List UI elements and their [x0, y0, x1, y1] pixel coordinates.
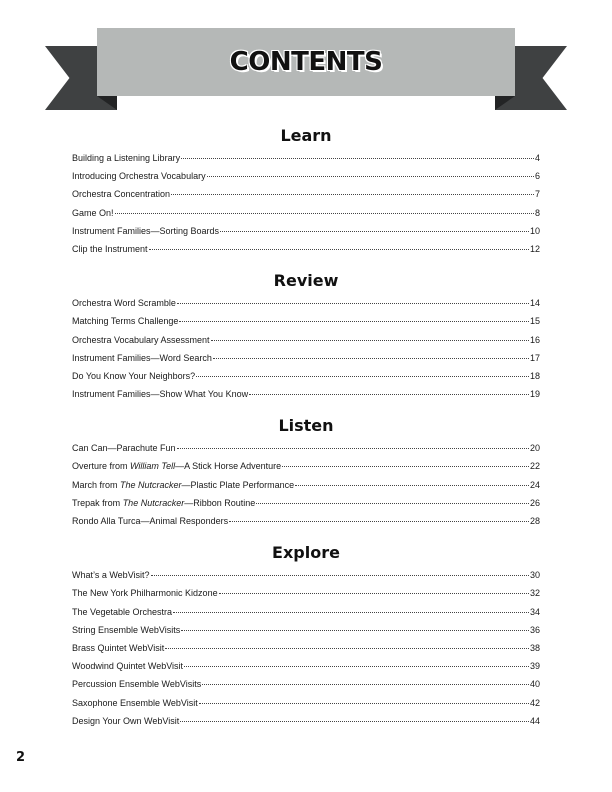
section-explore — [72, 542, 540, 730]
toc-entry-title-pre: March from — [72, 479, 121, 490]
toc-entry[interactable] — [72, 621, 540, 639]
toc-entry[interactable] — [72, 566, 540, 584]
toc-entry-page: 32 — [529, 588, 540, 599]
toc-entry-page: 8 — [534, 207, 540, 218]
toc-entry-page: 26 — [529, 497, 540, 508]
dot-leader — [177, 448, 529, 449]
toc-entry-page: 7 — [534, 189, 540, 200]
toc-entry[interactable] — [72, 476, 540, 494]
dot-leader — [179, 321, 529, 322]
toc-entry-title: What’s a WebVisit? — [72, 570, 150, 581]
toc-entry[interactable] — [72, 494, 540, 512]
toc-entry-page: 12 — [529, 243, 540, 254]
toc-entry-page: 18 — [529, 370, 540, 381]
section-heading: Learn — [280, 126, 332, 145]
toc-entry[interactable] — [72, 712, 540, 730]
section-heading: Listen — [278, 416, 334, 436]
toc-entry[interactable] — [72, 639, 540, 657]
toc-entry-title — [72, 476, 294, 494]
toc-entry[interactable] — [72, 657, 540, 675]
toc-entry-title: Percussion Ensemble WebVisits — [72, 679, 202, 690]
toc-entry-title: The Vegetable Orchestra — [72, 606, 173, 617]
dot-leader — [181, 630, 529, 631]
dot-leader — [177, 303, 529, 304]
toc-entry-page: 36 — [529, 624, 540, 635]
dot-leader — [196, 376, 529, 377]
toc-entry-page: 34 — [529, 606, 540, 617]
toc-entry-page: 24 — [529, 479, 540, 490]
dot-leader — [180, 721, 529, 722]
toc-entry-page: 15 — [529, 316, 540, 327]
toc-entry-title-pre: Trepak from — [72, 497, 123, 508]
dot-leader — [202, 684, 529, 685]
dot-leader — [213, 358, 529, 359]
toc-entry-title: Matching Terms Challenge — [72, 316, 179, 327]
dot-leader — [184, 666, 529, 667]
toc-entry-title: Do You Know Your Neighbors? — [72, 370, 196, 381]
toc-entry[interactable] — [72, 222, 540, 240]
toc-entry-title: String Ensemble WebVisits — [72, 624, 181, 635]
toc-entry[interactable] — [72, 312, 540, 330]
toc-entry-page: 16 — [529, 334, 540, 345]
toc-entry[interactable] — [72, 149, 540, 167]
toc-entry[interactable] — [72, 294, 540, 312]
toc-entry-title: The New York Philharmonic Kidzone — [72, 588, 218, 599]
toc-entry-title: Rondo Alla Turca—Animal Responders — [72, 516, 229, 526]
toc-entry-title-post: —Ribbon Routine — [184, 497, 256, 508]
toc-entry-title: Brass Quintet WebVisit — [72, 642, 165, 653]
dot-leader — [149, 249, 529, 250]
toc-entry[interactable] — [72, 167, 540, 185]
toc-entry-title: Game On! — [72, 207, 114, 218]
toc-entry[interactable] — [72, 349, 540, 367]
toc-entry-title: Design Your Own WebVisit — [72, 715, 180, 726]
toc-entry-page: 40 — [529, 679, 540, 690]
section-listen — [72, 415, 540, 530]
dot-leader — [171, 194, 534, 195]
page-title: CONTENTS — [229, 47, 383, 77]
toc-entry-title: Building a Listening Library — [72, 153, 181, 163]
toc-entry-title — [72, 457, 281, 475]
toc-entry-title: Can Can—Parachute Fun — [72, 443, 176, 454]
toc-entry[interactable] — [72, 331, 540, 349]
dot-leader — [207, 176, 534, 177]
toc-entry[interactable] — [72, 457, 540, 475]
contents-banner — [97, 28, 515, 96]
toc-entry-page: 44 — [529, 715, 540, 726]
toc-entry-title: Instrument Families—Sorting Boards — [72, 225, 220, 236]
toc-entry-title: Saxophone Ensemble WebVisit — [72, 697, 198, 708]
toc-entry-title: Orchestra Vocabulary Assessment — [72, 334, 210, 345]
dot-leader — [219, 593, 529, 594]
dot-leader — [151, 575, 529, 576]
toc-entry[interactable] — [72, 185, 540, 203]
toc-entry-page: 17 — [529, 352, 540, 363]
toc-entry-title: Introducing Orchestra Vocabulary — [72, 171, 206, 182]
dot-leader — [173, 612, 529, 613]
table-of-contents — [72, 125, 540, 742]
toc-entry-page: 20 — [529, 443, 540, 454]
toc-entry-title-italic: The Nutcracker — [120, 479, 182, 490]
toc-entry-page: 28 — [529, 516, 540, 526]
toc-entry-title-italic: The Nutcracker — [122, 497, 185, 508]
dot-leader — [229, 521, 529, 522]
toc-entry-page: 6 — [534, 171, 540, 182]
toc-entry-title-pre: Overture from — [72, 461, 131, 472]
dot-leader — [181, 158, 534, 159]
toc-entry[interactable] — [72, 240, 540, 258]
toc-entry-page: 22 — [529, 461, 540, 472]
section-review — [72, 270, 540, 403]
toc-entry-page: 14 — [529, 298, 540, 309]
page-number: 2 — [16, 750, 26, 765]
toc-entry-title: Instrument Families—Show What You Know — [72, 389, 249, 400]
toc-entry-page: 39 — [529, 661, 540, 672]
toc-entry-page: 42 — [529, 697, 540, 708]
toc-entry-title: Orchestra Word Scramble — [72, 298, 176, 309]
dot-leader — [282, 466, 529, 467]
toc-entry-title: Woodwind Quintet WebVisit — [72, 661, 184, 672]
section-learn — [72, 125, 540, 258]
toc-entry-page: 30 — [529, 570, 540, 581]
toc-entry-page: 38 — [529, 642, 540, 653]
dot-leader — [211, 340, 529, 341]
toc-entry[interactable] — [72, 675, 540, 693]
toc-entry[interactable] — [72, 439, 540, 457]
toc-entry-title — [72, 494, 255, 512]
toc-entry-page: 10 — [529, 225, 540, 236]
toc-entry-page: 4 — [534, 153, 540, 163]
dot-leader — [249, 394, 529, 395]
dot-leader — [199, 703, 529, 704]
dot-leader — [220, 231, 529, 232]
toc-entry-title-italic: William Tell — [130, 461, 176, 472]
toc-entry[interactable] — [72, 694, 540, 712]
dot-leader — [115, 213, 534, 214]
dot-leader — [295, 485, 529, 486]
toc-entry[interactable] — [72, 603, 540, 621]
toc-entry[interactable] — [72, 385, 540, 403]
toc-entry[interactable] — [72, 584, 540, 602]
toc-entry-title-post: —Plastic Plate Performance — [181, 479, 295, 490]
toc-entry[interactable] — [72, 204, 540, 222]
toc-entry-title: Clip the Instrument — [72, 243, 148, 254]
toc-entry-title: Instrument Families—Word Search — [72, 352, 212, 363]
section-heading: Review — [273, 271, 339, 291]
toc-entry[interactable] — [72, 512, 540, 530]
toc-entry-page: 19 — [529, 389, 540, 400]
section-heading: Explore — [272, 543, 340, 563]
toc-entry[interactable] — [72, 367, 540, 385]
dot-leader — [256, 503, 529, 504]
dot-leader — [165, 648, 529, 649]
toc-entry-title-post: —A Stick Horse Adventure — [175, 461, 282, 472]
toc-entry-title: Orchestra Concentration — [72, 189, 171, 200]
